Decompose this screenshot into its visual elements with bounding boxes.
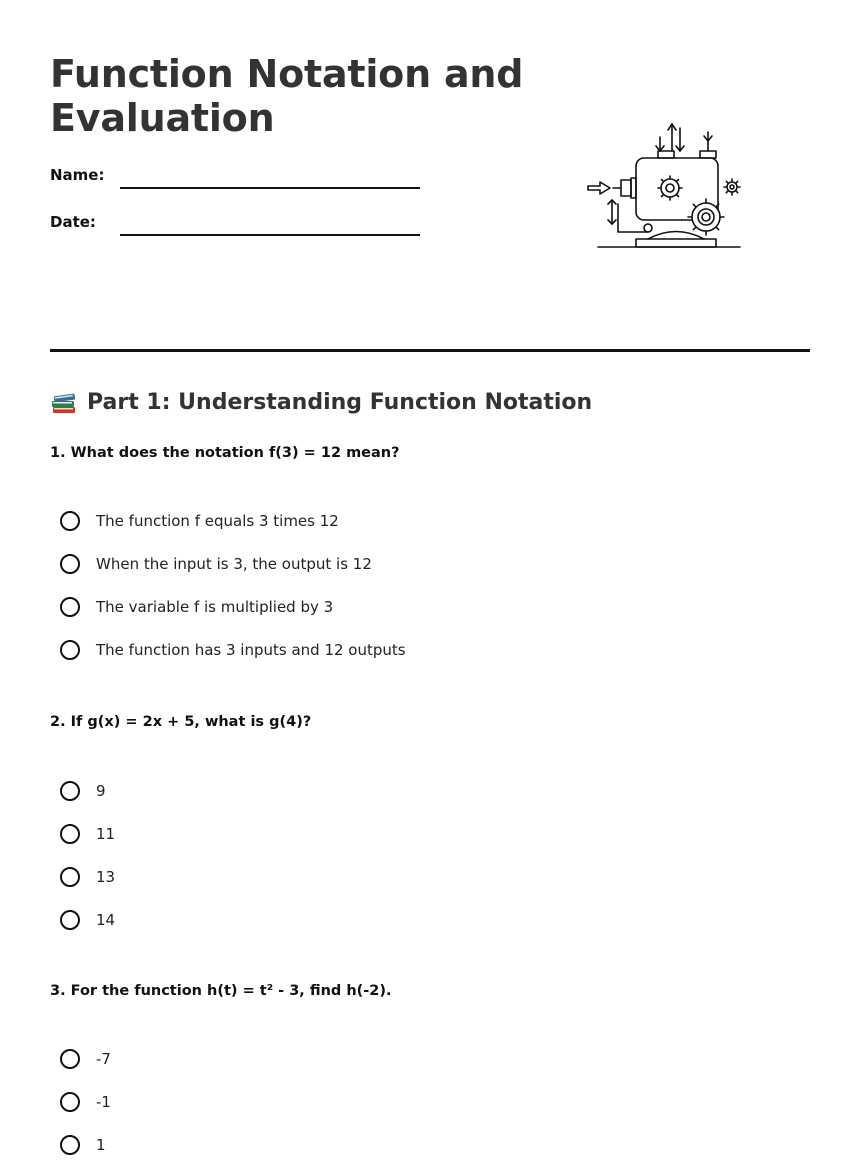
option-label: 11 <box>96 825 116 843</box>
q2-option-1[interactable] <box>60 781 106 801</box>
question-2: 2. If g(x) = 2x + 5, what is g(4)? <box>50 714 312 730</box>
option-label: -7 <box>96 1050 111 1068</box>
question-3: 3. For the function h(t) = t² - 3, find h(-2). <box>50 983 392 999</box>
q1-option-1[interactable] <box>60 511 339 531</box>
option-label: When the input is 3, the output is 12 <box>96 555 372 573</box>
section-heading <box>50 388 592 416</box>
q2-option-4[interactable] <box>60 910 115 930</box>
radio-button[interactable] <box>60 640 80 660</box>
q3-option-1[interactable] <box>60 1049 111 1069</box>
q1-option-2[interactable] <box>60 554 372 574</box>
date-label: Date: <box>50 213 96 231</box>
q3-option-3[interactable] <box>60 1135 106 1155</box>
option-label: 14 <box>96 911 116 929</box>
gear-machine-icon <box>584 120 744 252</box>
radio-button[interactable] <box>60 781 80 801</box>
page-title: Function Notation and Evaluation <box>50 52 524 140</box>
question-1: 1. What does the notation f(3) = 12 mean? <box>50 445 400 461</box>
option-label: 13 <box>96 868 116 886</box>
radio-button[interactable] <box>60 1092 80 1112</box>
option-label: The variable f is multiplied by 3 <box>96 598 334 616</box>
radio-button[interactable] <box>60 1135 80 1155</box>
radio-button[interactable] <box>60 867 80 887</box>
option-label: The function f equals 3 times 12 <box>96 512 339 530</box>
option-label: -1 <box>96 1093 111 1111</box>
radio-button[interactable] <box>60 910 80 930</box>
radio-button[interactable] <box>60 824 80 844</box>
q2-option-2[interactable] <box>60 824 115 844</box>
name-label: Name: <box>50 166 105 184</box>
q2-option-3[interactable] <box>60 867 115 887</box>
option-label: 1 <box>96 1136 106 1154</box>
q1-option-4[interactable] <box>60 640 406 660</box>
option-label: 9 <box>96 782 106 800</box>
q1-option-3[interactable] <box>60 597 333 617</box>
name-field[interactable] <box>120 187 420 189</box>
section-title: Part 1: Understanding Function Notation <box>87 389 593 415</box>
section-divider <box>50 349 810 352</box>
radio-button[interactable] <box>60 511 80 531</box>
radio-button[interactable] <box>60 554 80 574</box>
radio-button[interactable] <box>60 597 80 617</box>
radio-button[interactable] <box>60 1049 80 1069</box>
option-label: The function has 3 inputs and 12 outputs <box>96 641 406 659</box>
date-field[interactable] <box>120 234 420 236</box>
q3-option-2[interactable] <box>60 1092 111 1112</box>
books-icon <box>50 388 78 416</box>
